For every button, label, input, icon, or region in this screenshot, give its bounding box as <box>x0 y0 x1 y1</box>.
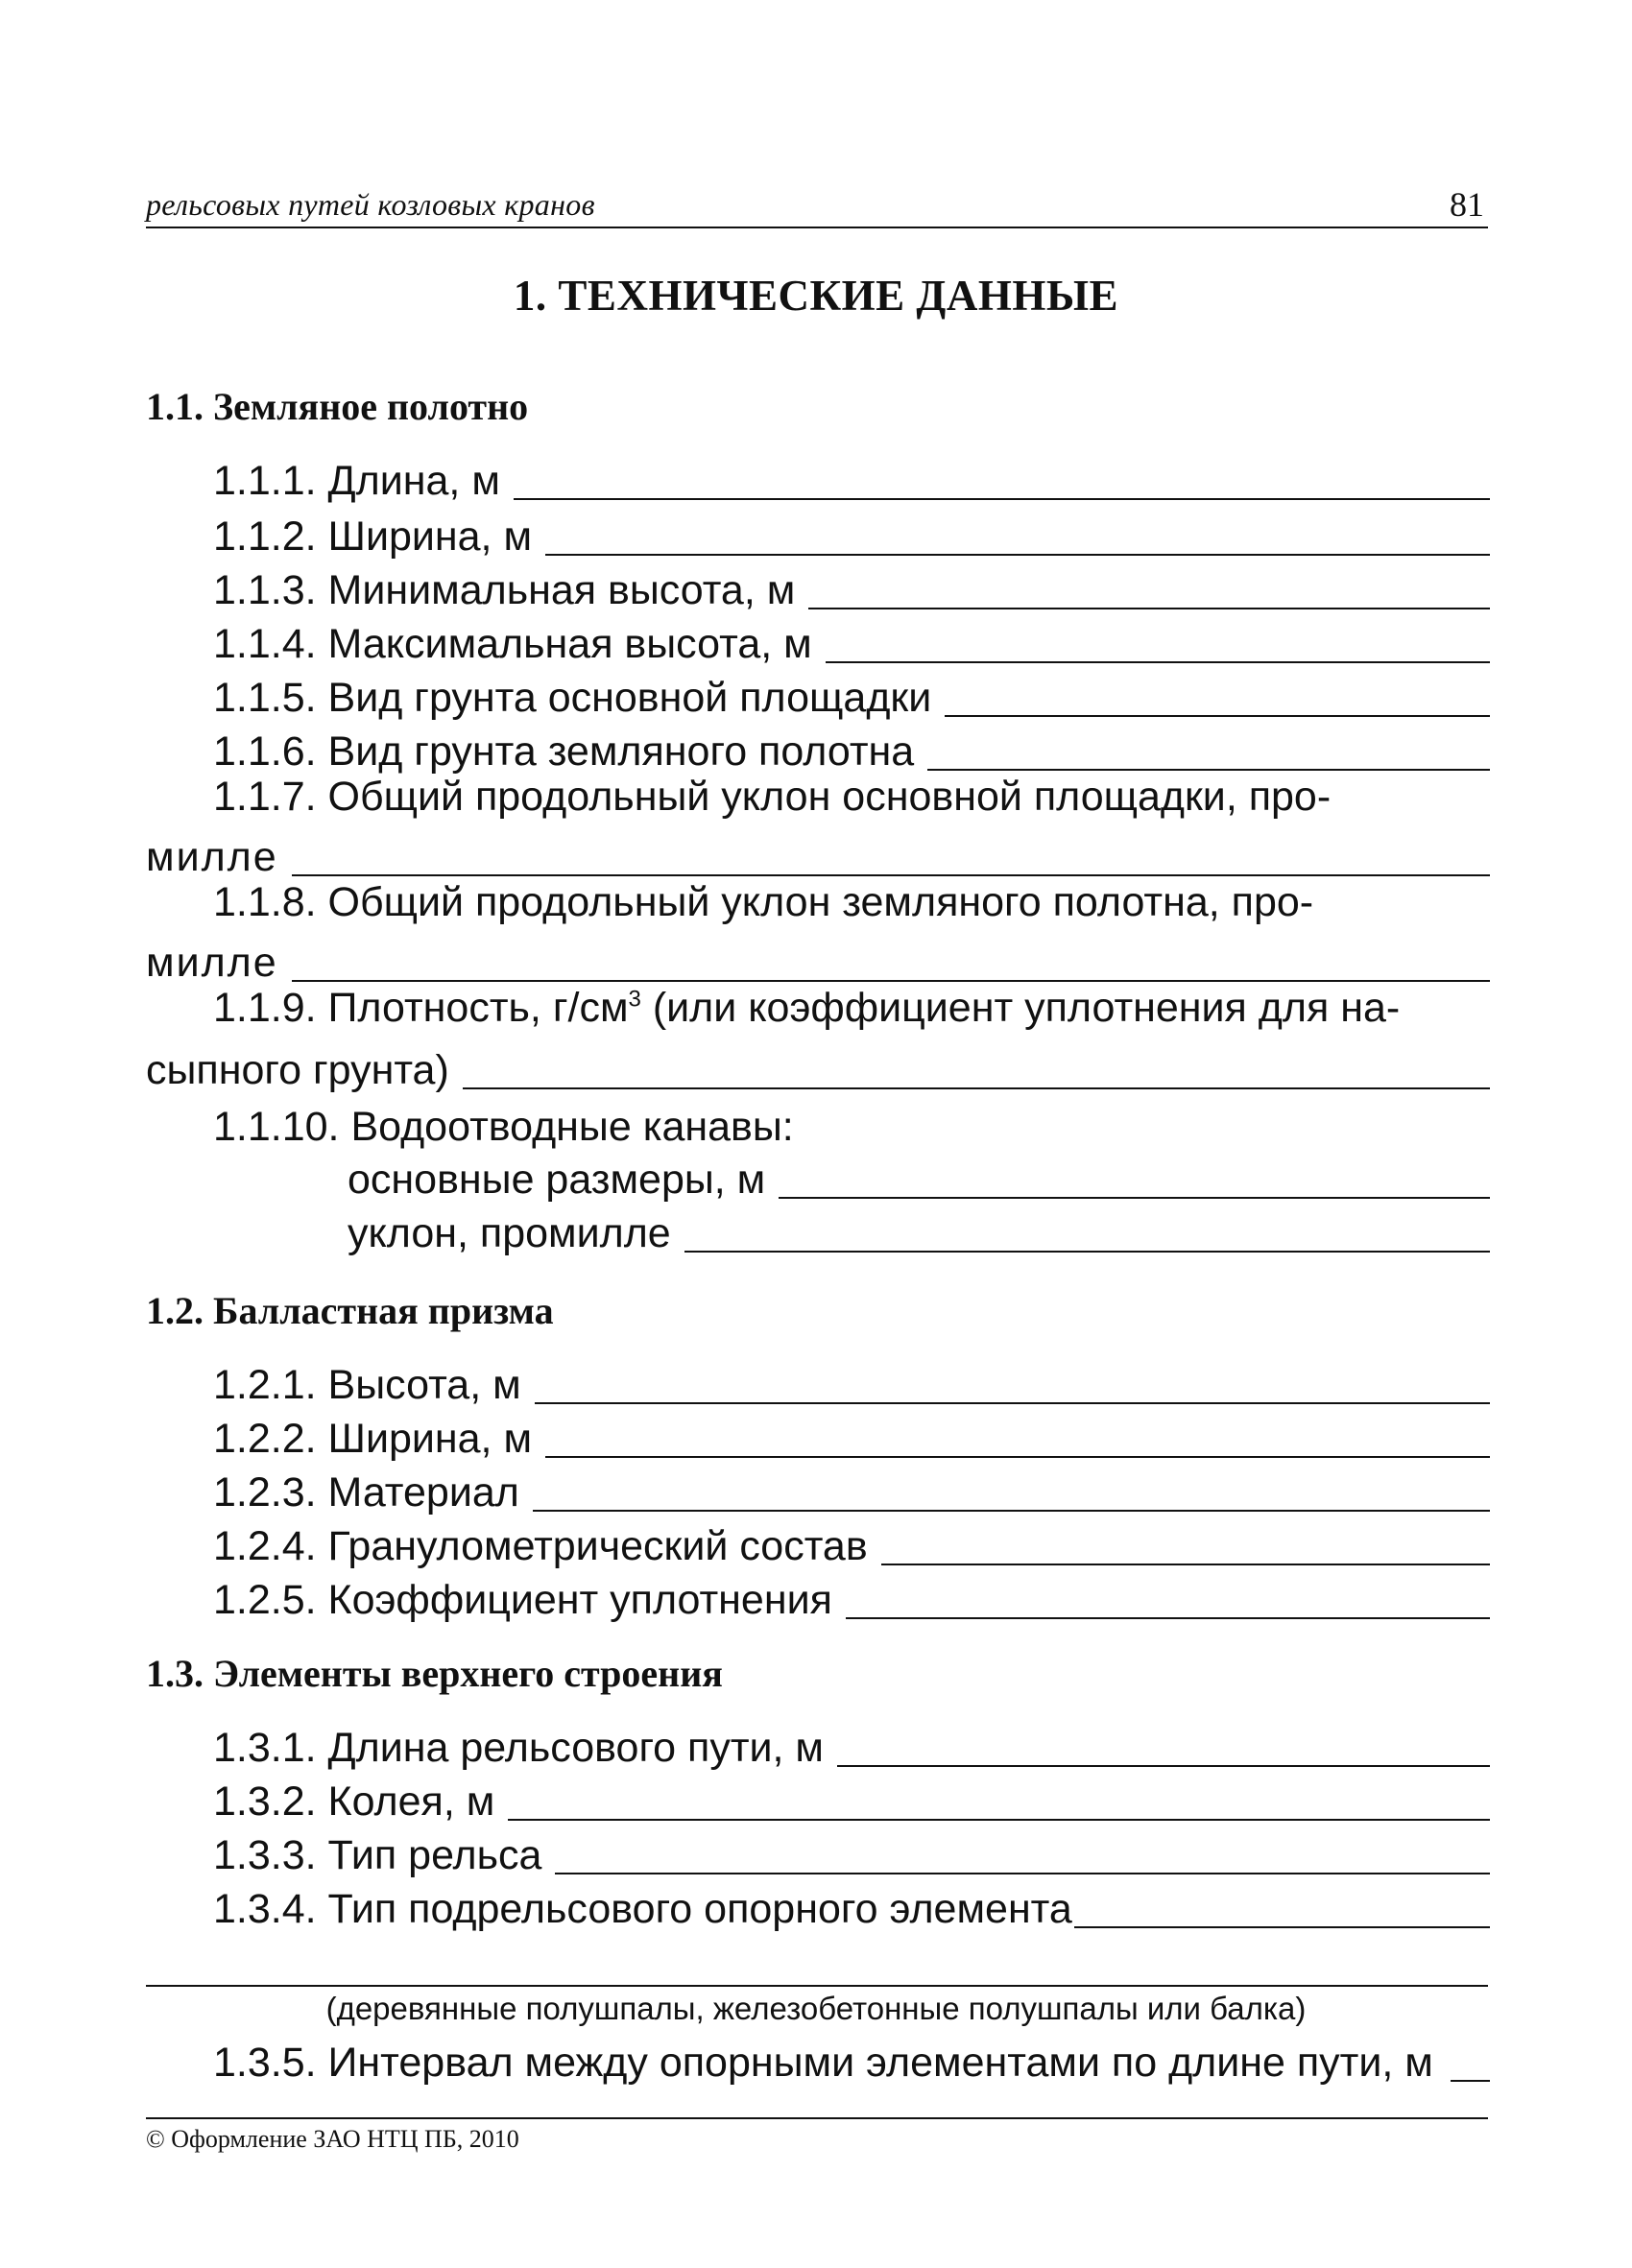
blank-line <box>508 1819 1490 1821</box>
field-label-cont: милле <box>146 939 278 986</box>
blank-line <box>535 1402 1490 1404</box>
field-label: 1.2.4. Гранулометрический состав <box>213 1522 868 1569</box>
field-1-2-3 <box>0 1461 1490 1516</box>
field-label: 1.2.2. Ширина, м <box>213 1415 533 1462</box>
blank-line <box>808 608 1490 609</box>
section-heading-1-1: 1.1. Земляное полотно <box>146 385 529 428</box>
copyright-footer: © Оформление ЗАО НТЦ ПБ, 2010 <box>146 2125 519 2153</box>
field-label-cont: сыпного грунта) <box>146 1046 449 1093</box>
field-label: 1.1.2. Ширина, м <box>213 513 533 560</box>
field-1-3-4 <box>0 1877 1490 1933</box>
field-1-3-5 <box>0 2031 1490 2087</box>
field-1-1-4 <box>0 612 1490 668</box>
section-heading-1-3: 1.3. Элементы верхнего строения <box>146 1652 723 1695</box>
field-1-1-1 <box>0 449 1490 505</box>
blank-line <box>837 1765 1490 1767</box>
field-label: 1.3.1. Длина рельсового пути, м <box>213 1724 824 1771</box>
field-label: 1.1.1. Длина, м <box>213 457 500 504</box>
blank-line <box>779 1197 1490 1199</box>
field-label: 1.2.5. Коэффициент уплотнения <box>213 1576 832 1623</box>
field-1-3-3 <box>0 1824 1490 1879</box>
blank-line <box>514 498 1490 500</box>
footer-rule <box>146 2117 1488 2119</box>
field-label: 1.1.7. Общий продольный уклон основной площадки, про- <box>213 774 1332 820</box>
field-label: 1.1.4. Максимальная высота, м <box>213 620 812 667</box>
field-1-2-2 <box>0 1407 1490 1463</box>
field-label: основные размеры, м <box>348 1156 766 1203</box>
field-label-part: (или коэффициент уплотнения для на- <box>640 985 1401 1031</box>
field-label: 1.3.2. Колея, м <box>213 1778 495 1825</box>
blank-line <box>927 769 1490 771</box>
field-1-1-5 <box>0 666 1490 722</box>
field-1-2-1 <box>0 1353 1490 1409</box>
running-header <box>146 179 1488 228</box>
blank-line <box>846 1617 1490 1619</box>
field-1-3-2 <box>0 1770 1490 1826</box>
blank-line <box>881 1564 1490 1565</box>
field-1-3-1 <box>0 1716 1490 1772</box>
field-label: 1.1.6. Вид грунта земляного полотна <box>213 728 915 775</box>
field-1-1-7 <box>0 825 1490 881</box>
field-label-part: 1.1.9. Плотность, г/см <box>213 985 629 1031</box>
field-label: 1.1.8. Общий продольный уклон земляного полотна, про- <box>213 879 1314 925</box>
field-1-1-10-heading: 1.1.10. Водоотводные канавы: <box>213 1104 794 1150</box>
field-label: 1.1.5. Вид грунта основной площадки <box>213 674 932 721</box>
field-1-1-9 <box>0 1039 1490 1094</box>
field-label: уклон, промилле <box>348 1209 671 1256</box>
field-1-1-3 <box>0 559 1490 614</box>
field-1-1-6 <box>0 720 1490 776</box>
blank-line <box>533 1510 1490 1512</box>
field-label <box>213 985 1400 1032</box>
field-hint: (деревянные полушпалы, железобетонные полушпалы или балка) <box>325 1991 1307 2026</box>
field-1-1-10-slope <box>0 1202 1490 1257</box>
running-title: рельсовых путей козловых кранов <box>146 187 595 222</box>
field-label: 1.3.4. Тип подрельсового опорного элемента <box>213 1885 1072 1932</box>
blank-line <box>826 661 1490 663</box>
blank-line <box>545 1456 1490 1458</box>
field-label: 1.1.3. Минимальная высота, м <box>213 566 796 613</box>
field-label: 1.2.1. Высота, м <box>213 1361 521 1408</box>
chapter-title: 1. ТЕХНИЧЕСКИЕ ДАННЫЕ <box>513 272 1119 320</box>
field-label: 1.3.5. Интервал между опорными элементами по длине пути, м <box>213 2039 1433 2086</box>
field-1-1-8-line1 <box>213 879 1490 926</box>
blank-line <box>555 1873 1490 1874</box>
field-label: 1.3.3. Тип рельса <box>213 1831 542 1878</box>
page-number: 81 <box>1450 185 1484 224</box>
blank-line <box>684 1251 1490 1253</box>
field-1-1-10-dimensions <box>0 1148 1490 1204</box>
field-label-cont: милле <box>146 833 278 880</box>
superscript: 3 <box>628 986 641 1013</box>
field-1-1-8 <box>0 931 1490 987</box>
section-heading-1-2: 1.2. Балластная призма <box>146 1289 554 1332</box>
field-1-1-2 <box>0 505 1490 561</box>
blank-line <box>292 874 1490 876</box>
blank-line <box>1074 1926 1490 1928</box>
field-1-1-9-line1 <box>213 985 1490 1032</box>
blank-line <box>292 980 1490 982</box>
field-1-2-5 <box>0 1568 1490 1624</box>
blank-line <box>1451 2080 1490 2082</box>
blank-line <box>545 554 1490 556</box>
blank-line-full <box>146 1985 1488 1987</box>
field-label: 1.2.3. Материал <box>213 1468 519 1516</box>
blank-line <box>945 715 1490 717</box>
blank-line <box>463 1087 1490 1089</box>
field-1-1-7-line1 <box>213 774 1490 821</box>
field-1-2-4 <box>0 1515 1490 1570</box>
